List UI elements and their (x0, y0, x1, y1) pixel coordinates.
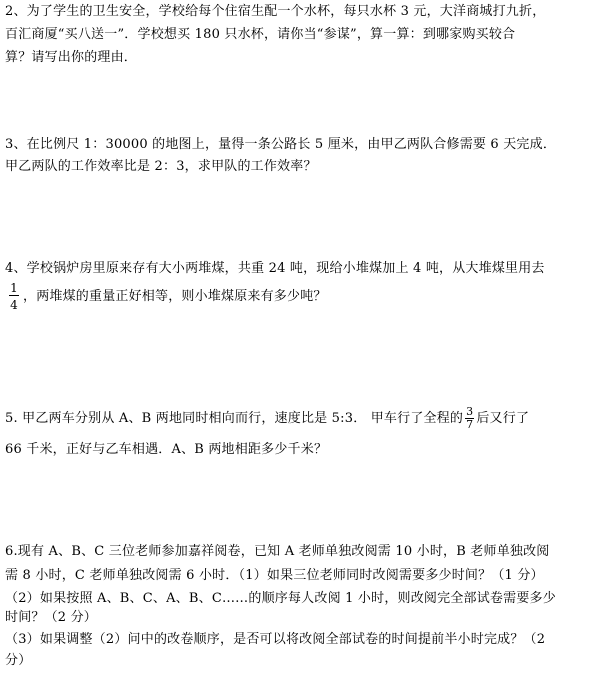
q4-fraction-denominator: 4 (10, 298, 18, 312)
q6-line-3: （2）如果按照 A、B、C、A、B、C……的顺序每人改阅 1 小时，则改阅完全部试卷需要多少 (5, 591, 556, 606)
q4-line-1: 4、学校锅炉房里原来存有大小两堆煤，共重 24 吨，现给小堆煤加上 4 吨，从大堆煤里用去 (5, 261, 545, 276)
q5-fraction-denominator: 7 (466, 418, 474, 431)
q2-line-3: 算？请写出你的理由． (5, 50, 138, 65)
q2-line-2: 百汇商厦“买八送一”．学校想买 180 只水杯，请你当“参谋”，算一算：到哪家购买较合 (5, 27, 516, 42)
q4-fraction-numerator: 1 (10, 281, 18, 295)
q4-fraction (9, 281, 19, 312)
q5-line-2: 66 千米，正好与乙车相遇．A、B 两地相距多少千米？ (5, 442, 328, 457)
q5-line-1-text-b: 后又行了 (476, 411, 530, 426)
q3-line-2: 甲乙两队的工作效率比是 2：3，求甲队的工作效率？ (5, 159, 317, 174)
q5-fraction-numerator: 3 (466, 405, 474, 418)
q5-line-1-text-a: 5. 甲乙两车分别从 A、B 两地同时相向而行，速度比是 5:3． 甲车行了全程的 (5, 411, 464, 426)
q6-line-6: 分） (5, 653, 32, 668)
q6-line-1: 6.现有 A、B、C 三位老师参加嘉祥阅卷，已知 A 老师单独改阅需 10 小时，B 老师单独改阅 (5, 544, 550, 559)
q2-line-1: 2、为了学生的卫生安全，学校给每个住宿生配一个水杯，每只水杯 3 元，大洋商城打九折， (5, 4, 546, 19)
q6-line-5: （3）如果调整（2）问中的改卷顺序，是否可以将改阅全部试卷的时间提前半小时完成？（2 (5, 632, 546, 647)
q5-line-1 (5, 406, 529, 431)
q5-fraction (465, 406, 474, 431)
q4-line-2: ，两堆煤的重量正好相等，则小堆煤原来有多少吨？ (23, 289, 327, 304)
q3-line-1: 3、在比例尺 1：30000 的地图上，量得一条公路长 5 厘米，由甲乙两队合修需要 6 天完成． (5, 137, 557, 152)
q6-line-2: 需 8 小时，C 老师单独改阅需 6 小时．（1）如果三位老师同时改阅需要多少时间？（1 分） (5, 568, 544, 583)
q6-line-4: 时间？（2 分） (5, 610, 98, 625)
